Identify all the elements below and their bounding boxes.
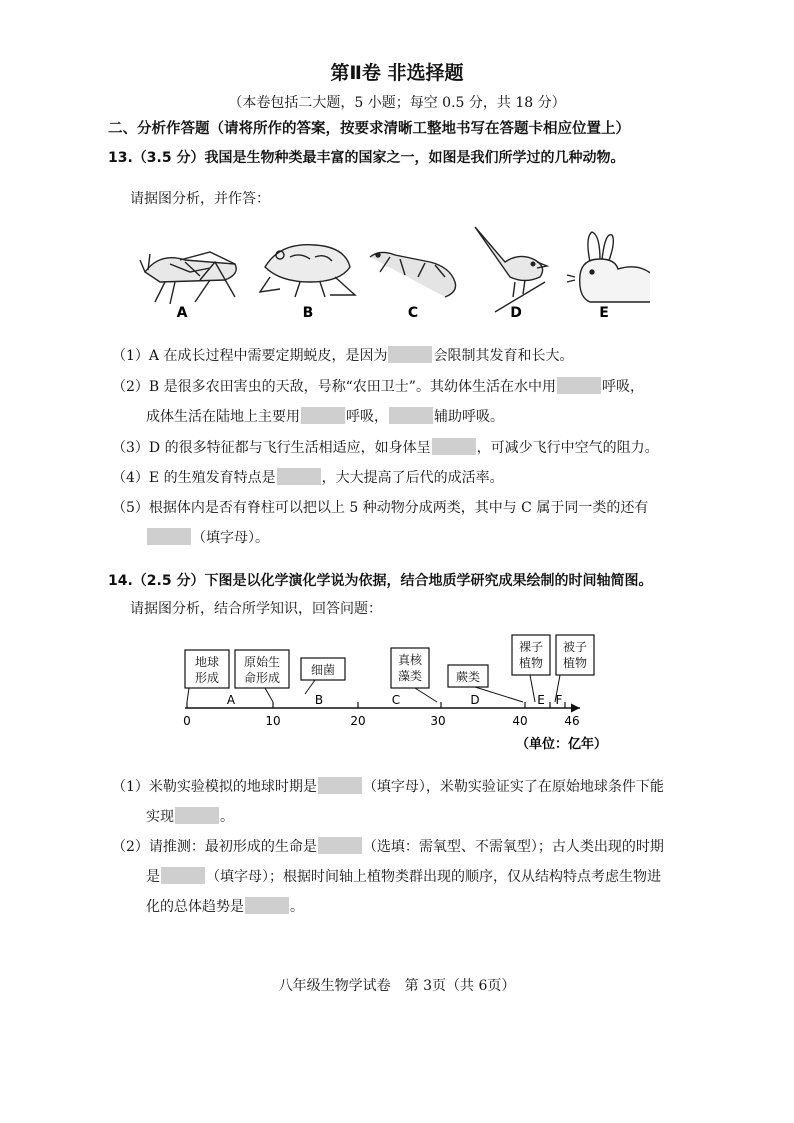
q13-p2-text-d: 呼吸， <box>346 409 388 425</box>
q13-part4 <box>112 467 504 487</box>
q13-part2-cont <box>146 406 504 426</box>
box-label-life-1: 原始生 <box>243 655 281 669</box>
q14-intro: 请据图分析，结合所学知识，回答问题： <box>130 601 382 617</box>
figure-label-c: C <box>407 305 419 321</box>
page-title: 第Ⅱ卷 非选择题 <box>330 62 464 84</box>
answer-blank[interactable] <box>432 438 476 455</box>
q13-p5-text-a: （5）根据体内是否有脊柱可以把以上 5 种动物分成两类，其中与 C 属于同一类的还有 <box>112 500 649 516</box>
answer-blank[interactable] <box>161 867 205 884</box>
box-label-algae-2: 藻类 <box>397 669 423 683</box>
q14-p2-text-f: 。 <box>290 899 304 915</box>
box-label-earth-1: 地球 <box>194 655 220 669</box>
segment-d: D <box>470 693 480 707</box>
box-label-ang-2: 植物 <box>562 656 588 670</box>
q14-p2-text-b: （选填：需氧型、不需氧型）；古人类出现的时期 <box>362 839 664 855</box>
box-label-earth-2: 形成 <box>194 671 220 685</box>
segment-f: F <box>555 693 563 707</box>
page-subtitle: （本卷包括二大题，5 小题；每空 0.5 分，共 18 分） <box>228 95 566 111</box>
q13-part5-cont <box>146 527 269 547</box>
tick-10: 10 <box>265 714 281 728</box>
answer-blank[interactable] <box>318 837 362 854</box>
q13-part3 <box>112 437 659 457</box>
q14-heading: 14.（2.5 分）下图是以化学演化学说为依据，结合地质学研究成果绘制的时间轴简图。 <box>108 573 653 589</box>
segment-c: C <box>391 693 401 707</box>
answer-blank[interactable] <box>557 377 601 394</box>
q14-p1-text-b: （填字母），米勒实验证实了在原始地球条件下能 <box>362 779 664 795</box>
segment-a: A <box>226 693 236 707</box>
timeline-figure <box>175 630 615 760</box>
tick-0: 0 <box>183 714 191 728</box>
box-label-ang-1: 被子 <box>562 640 588 654</box>
q14-part2-cont2 <box>146 896 304 916</box>
q13-part5 <box>112 497 648 517</box>
q14-p1-text-c: 实现 <box>146 809 174 825</box>
box-label-algae-1: 真核 <box>397 653 423 667</box>
q14-part1-cont <box>146 806 234 826</box>
timeline-unit: （单位：亿年） <box>515 737 607 752</box>
q14-part1 <box>112 776 664 796</box>
answer-blank[interactable] <box>147 528 191 545</box>
q13-p3-text-a: （3）D 的很多特征都与飞行生活相适应，如身体呈 <box>112 440 431 456</box>
bird-icon <box>475 227 547 312</box>
answer-blank[interactable] <box>245 897 289 914</box>
figure-label-e: E <box>599 305 609 321</box>
q13-p5-text-b: （填字母）。 <box>192 530 269 546</box>
q13-p1-text-a: （1）A 在成长过程中需要定期蜕皮，是因为 <box>112 348 388 364</box>
figure-label-d: D <box>510 305 522 321</box>
q13-p3-text-b: ，可减少飞行中空气的阻力。 <box>476 440 659 456</box>
answer-blank[interactable] <box>277 468 321 485</box>
q14-p1-text-d: 。 <box>220 809 234 825</box>
tick-46: 46 <box>564 714 580 728</box>
q14-part2-cont <box>146 866 661 886</box>
segment-b: B <box>314 693 324 707</box>
lizard-icon <box>370 252 456 297</box>
q14-p2-text-c: 是 <box>146 869 160 885</box>
figure-label-a: A <box>176 305 188 321</box>
rabbit-icon <box>567 232 650 302</box>
tick-30: 30 <box>430 714 446 728</box>
q14-p2-text-e: 化的总体趋势是 <box>146 899 244 915</box>
box-label-ferns: 蕨类 <box>455 670 481 684</box>
answer-blank[interactable] <box>388 346 432 363</box>
frog-icon <box>260 245 355 297</box>
q13-p4-text-b: ，大大提高了后代的成活率。 <box>321 470 504 486</box>
box-label-bacteria: 细菌 <box>310 663 336 677</box>
q13-p1-text-b: 会限制其发育和长大。 <box>433 348 574 364</box>
q14-part2 <box>112 836 664 856</box>
q13-animal-figure <box>130 222 650 322</box>
answer-blank[interactable] <box>318 777 362 794</box>
q13-p2-text-a: （2）B 是很多农田害虫的天敌，号称“农田卫士”。其幼体生活在水中用 <box>112 379 556 395</box>
box-label-gym-2: 植物 <box>518 656 544 670</box>
section-heading: 二、分析作答题（请将所作的答案，按要求清晰工整地书写在答题卡相应位置上） <box>108 121 630 137</box>
segment-e: E <box>537 693 545 707</box>
answer-blank[interactable] <box>301 407 345 424</box>
q13-p2-text-c: 成体生活在陆地上主要用 <box>146 409 300 425</box>
q13-heading: 13.（3.5 分）我国是生物种类最丰富的国家之一，如图是我们所学过的几种动物。 <box>108 150 625 166</box>
tick-20: 20 <box>350 714 366 728</box>
box-label-life-2: 命形成 <box>243 671 281 685</box>
q14-p1-text-a: （1）米勒实验模拟的地球时期是 <box>112 779 317 795</box>
q13-part2 <box>112 376 644 396</box>
q13-p2-text-e: 辅助呼吸。 <box>434 409 504 425</box>
q13-p4-text-a: （4）E 的生殖发育特点是 <box>112 470 276 486</box>
q14-p2-text-a: （2）请推测：最初形成的生命是 <box>112 839 317 855</box>
q14-p2-text-d: （填字母）；根据时间轴上植物类群出现的顺序，仅从结构特点考虑生物进 <box>206 869 661 885</box>
box-label-gym-1: 裸子 <box>518 640 544 654</box>
q13-part1 <box>112 345 573 365</box>
grasshopper-icon <box>140 252 236 304</box>
figure-label-b: B <box>302 305 314 321</box>
q13-intro: 请据图分析，并作答： <box>130 191 270 207</box>
answer-blank[interactable] <box>389 407 433 424</box>
q13-p2-text-b: 呼吸， <box>601 379 644 395</box>
answer-blank[interactable] <box>175 807 219 824</box>
page-footer: 八年级生物学试卷 第 3页（共 6页） <box>278 978 516 994</box>
tick-40: 40 <box>512 714 528 728</box>
